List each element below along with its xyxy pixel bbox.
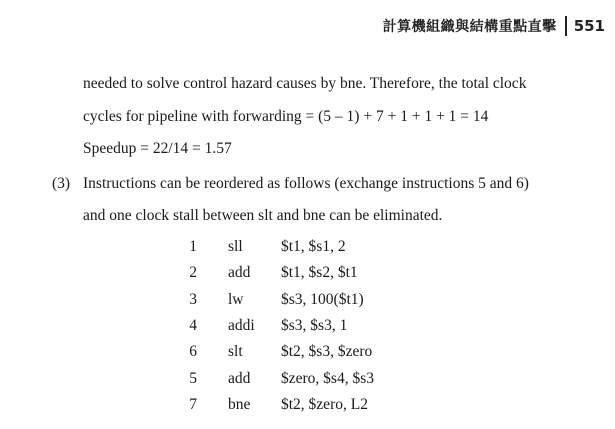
instruction-opcode: addi (228, 317, 255, 335)
instruction-number: 4 (189, 317, 197, 335)
instruction-listing (150, 234, 374, 418)
instruction-opcode: lw (228, 290, 244, 308)
paragraph-line: Instructions can be reordered as follows (exchange instructions 5 and 6) (83, 175, 529, 192)
book-title: 計算機組織與結構重點直擊 (382, 19, 557, 35)
instruction-operands: $t2, $zero, L2 (281, 395, 368, 413)
instruction-row (150, 287, 374, 313)
instruction-number: 5 (189, 369, 197, 387)
instruction-number: 1 (189, 238, 197, 256)
instruction-operands: $zero, $s4, $s3 (281, 369, 374, 387)
instruction-opcode: slt (228, 343, 243, 361)
instruction-row (150, 313, 374, 339)
instruction-row (150, 339, 374, 365)
paragraph-line: and one clock stall between slt and bne can be eliminated. (83, 207, 443, 224)
instruction-operands: $s3, 100($t1) (281, 290, 364, 308)
instruction-operands: $s3, $s3, 1 (281, 317, 348, 335)
page-header (383, 16, 605, 36)
instruction-number: 7 (189, 395, 197, 413)
item-number: (3) (52, 175, 71, 192)
instruction-opcode: bne (228, 395, 251, 413)
instruction-number: 2 (189, 264, 197, 282)
page-number: 551 (573, 17, 605, 35)
instruction-opcode: add (228, 264, 251, 282)
instruction-operands: $t2, $s3, $zero (281, 343, 373, 361)
instruction-operands: $t1, $s1, 2 (281, 238, 346, 256)
paragraph-line: Speedup = 22/14 = 1.57 (83, 140, 232, 157)
instruction-opcode: sll (228, 238, 243, 256)
instruction-number: 3 (189, 290, 197, 308)
instruction-row (150, 392, 374, 418)
instruction-operands: $t1, $s2, $t1 (281, 264, 358, 282)
instruction-row (150, 234, 374, 260)
paragraph-line: needed to solve control hazard causes by bne. Therefore, the total clock (83, 75, 527, 92)
paragraph-line: cycles for pipeline with forwarding = (5 – 1) + 7 + 1 + 1 + 1 = 14 (83, 108, 489, 125)
instruction-row (150, 365, 374, 391)
instruction-number: 6 (189, 343, 197, 361)
instruction-row (150, 260, 374, 286)
instruction-opcode: add (228, 369, 251, 387)
header-divider (565, 16, 567, 36)
